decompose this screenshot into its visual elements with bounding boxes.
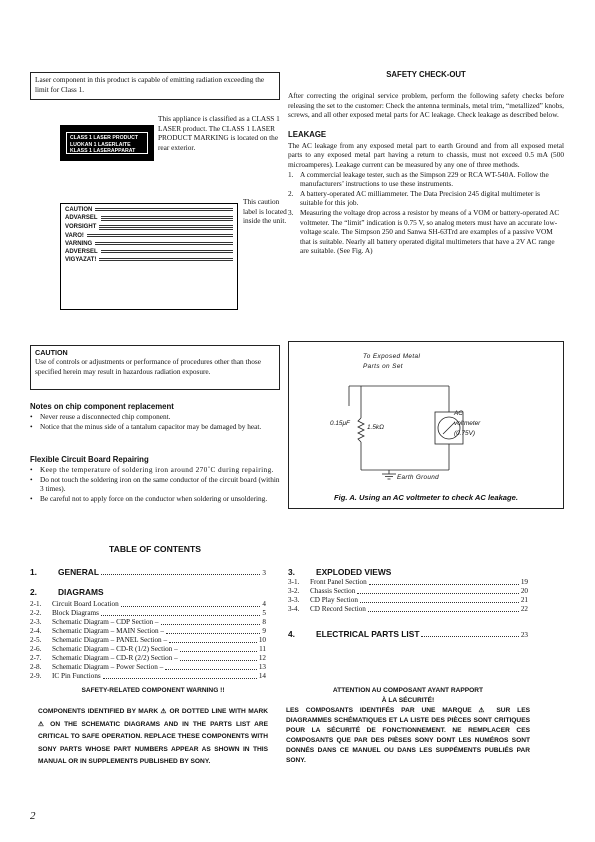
toc-entry[interactable]: 2-1. Circuit Board Location 4 bbox=[30, 600, 266, 608]
toc-section-2-list bbox=[30, 600, 266, 681]
chip-note-text: Notice that the minus side of a tantalum capacitor may be damaged by heat. bbox=[40, 421, 262, 431]
leakage-intro: The AC leakage from any exposed metal part to earth Ground and from all exposed metal parts to any exposed metal part having a return to chassis, must not exceed 0.5 mA (500 microamperes). Leakage current can be measured by any one of three methods. bbox=[288, 140, 564, 169]
safety-checkout-section bbox=[288, 70, 564, 256]
warning-fr-title-2: À LA SÉCURITÉ! bbox=[381, 697, 435, 704]
class1-description bbox=[158, 114, 280, 152]
flex-board-section bbox=[30, 455, 280, 503]
toc-section-4-num: 4. bbox=[288, 629, 295, 639]
toc-entry[interactable]: 3-1. Front Panel Section 19 bbox=[288, 578, 528, 586]
class1-label-line-3: KLASS 1 LASERAPPARAT bbox=[70, 148, 136, 154]
caution-label-word-4: VARO! bbox=[65, 233, 84, 239]
warning-fr bbox=[286, 686, 530, 766]
caution-label-description bbox=[243, 197, 287, 226]
leakage-title: LEAKAGE bbox=[288, 129, 327, 139]
caution-label-row-6 bbox=[65, 249, 233, 255]
page-number: 2 bbox=[30, 810, 36, 822]
fig-top-label-1: To Exposed Metal bbox=[363, 353, 421, 360]
leakage-methods-list bbox=[288, 170, 564, 256]
chip-note-item: • Never reuse a disconnected chip component. bbox=[30, 412, 171, 421]
caution-label-word-5: VARNING bbox=[65, 241, 93, 247]
caution-label-row-7 bbox=[65, 257, 233, 263]
chip-note-item: • Notice that the minus side of a tantalum capacitor may be damaged by heat. bbox=[30, 421, 262, 431]
caution-label-description-text: This caution label is located inside the unit. bbox=[243, 197, 287, 226]
toc-section-4-page: 23 bbox=[520, 631, 528, 639]
toc-section-1-page: 3 bbox=[262, 569, 266, 577]
toc-section-4-title: ELECTRICAL PARTS LIST bbox=[316, 629, 420, 639]
leakage-method-item bbox=[288, 208, 564, 256]
chip-notes-list bbox=[30, 412, 280, 431]
toc-section-4[interactable] bbox=[288, 629, 528, 639]
figure-a bbox=[288, 341, 564, 509]
flex-board-text: Keep the temperature of soldering iron around 270˚C during repairing. bbox=[40, 465, 274, 474]
fig-meter-label-2: voltmeter bbox=[454, 420, 481, 427]
caution-label-word-1: CAUTION bbox=[65, 207, 93, 213]
flex-board-text: Be careful not to apply force on the conductor when soldering or unsoldering. bbox=[40, 493, 268, 503]
flex-board-item: • Do not touch the soldering iron on the same conductor of the circuit board (within 3 times). bbox=[30, 474, 280, 494]
item-number: 2. bbox=[288, 188, 294, 198]
caution-label-word-3: VORSIGHT bbox=[65, 224, 97, 230]
caution-box-text: Use of controls or adjustments or performance of procedures other than those specified herein may result in hazardous radiation exposure. bbox=[35, 357, 261, 376]
item-text: A battery-operated AC milliammeter. The Data Precision 245 digital multimeter is suitable for this job. bbox=[300, 188, 540, 208]
fig-caption: Fig. A. Using an AC voltmeter to check AC leakage. bbox=[334, 493, 518, 502]
leakage-method-item bbox=[288, 189, 564, 208]
caution-label-row-1 bbox=[65, 207, 233, 213]
toc-section-2 bbox=[30, 587, 266, 597]
class1-label-line-1: CLASS 1 LASER PRODUCT bbox=[70, 135, 139, 141]
toc-section-3-num: 3. bbox=[288, 567, 295, 577]
toc-entry[interactable]: 3-4. CD Record Section 22 bbox=[288, 605, 528, 613]
toc-section-1-num: 1. bbox=[30, 567, 37, 577]
chip-note-text: Never reuse a disconnected chip component. bbox=[40, 412, 171, 421]
warning-en-text: COMPONENTS IDENTIFIED BY MARK ⚠ OR DOTTED LINE WITH MARK ⚠ ON THE SCHEMATIC DIAGRAMS AND IN THE PARTS LIST ARE CRITICAL TO SAFE OPERATION. REPLACE THESE COMPONENTS WITH SONY PARTS WHOSE PART NUMBERS APPEAR AS SHOWN IN THIS MANUAL OR IN SUPPLEMENTS PUBLISHED BY SONY. bbox=[38, 708, 268, 765]
caution-label-word-2: ADVARSEL bbox=[65, 215, 98, 221]
warning-fr-text: LES COMPOSANTS IDENTIFÉS PAR UNE MARQUE ⚠ SUR LES DIAGRAMMES SCHÉMATIQUES ET LA LISTE DES PIÈCES SONT CRITIQUES POUR LA SÉCURITÉ DE FONCTIONNEMENT. NE REMPLACER CES COMPOSANTS QUE PAR DES PIÈSES SONY DONT LES NUMÉROS SONT DONNÉS DANS CE MANUEL OU DANS LES SUPPÉMENTS PUBLIÉS PAR SONY. bbox=[286, 707, 530, 764]
toc-title: TABLE OF CONTENTS bbox=[109, 544, 201, 554]
toc-entry[interactable]: 2-9. IC Pin Functions 14 bbox=[30, 672, 266, 680]
safety-checkout-intro: After correcting the original service problem, perform the following safety checks before releasing the set to the customer: Check the antenna terminals, metal trim, “metallized” knobs, screws, and all other exposed metal parts for AC leakage. Check leakage as described below. bbox=[288, 91, 564, 120]
caution-label-word-6: ADVERSEL bbox=[65, 249, 98, 255]
fig-meter-label-1: AC bbox=[454, 410, 463, 417]
chip-notes-section bbox=[30, 402, 280, 431]
toc-entry[interactable]: 2-6. Schematic Diagram – CD-R (1/2) Section – 11 bbox=[30, 645, 266, 653]
toc-section-2-title: DIAGRAMS bbox=[58, 587, 104, 597]
toc-section-3 bbox=[288, 567, 528, 577]
flex-board-text: Do not touch the soldering iron on the same conductor of the circuit board (within 3 times). bbox=[40, 474, 280, 494]
fig-cap-label: 0.15μF bbox=[330, 420, 350, 427]
warning-en-title: SAFETY-RELATED COMPONENT WARNING !! bbox=[81, 687, 225, 694]
flex-board-item: • Keep the temperature of soldering iron around 270˚C during repairing. bbox=[30, 465, 274, 474]
caution-label-row-5 bbox=[65, 241, 233, 247]
chip-notes-title: Notes on chip component replacement bbox=[30, 402, 174, 411]
item-text: Measuring the voltage drop across a resistor by means of a VOM or battery-operated AC voltmeter. The “limit” indication is 0.75 V, so analog meters must have an accurate low-voltage scale. The Simpson 250 and Sanwa SH-63Trd are examples of a passive VOM that is suitable. Nearly all battery operated digital multimeters that have a 2V AC range are suitable. (See Fig. A) bbox=[300, 207, 560, 256]
toc-section-1-title: GENERAL bbox=[58, 567, 99, 577]
toc-section-3-title: EXPLODED VIEWS bbox=[316, 567, 392, 577]
leakage-circuit-diagram bbox=[289, 342, 563, 482]
caution-label-row-2 bbox=[65, 215, 233, 222]
caution-label-row-3 bbox=[65, 224, 233, 231]
warning-en bbox=[38, 686, 268, 769]
class1-label-line-2: LUOKAN 1 LASERLAITE bbox=[70, 141, 131, 148]
flex-board-list bbox=[30, 465, 280, 503]
warning-fr-title: ATTENTION AU COMPOSANT AYANT RAPPORT bbox=[332, 687, 484, 694]
item-number: 1. bbox=[288, 169, 294, 179]
flex-board-title: Flexible Circuit Board Repairing bbox=[30, 455, 149, 464]
caution-box bbox=[30, 345, 280, 390]
toc-entry[interactable]: 2-5. Schematic Diagram – PANEL Section – 10 bbox=[30, 636, 266, 644]
laser-warning-text: Laser component in this product is capable of emitting radiation exceeding the limit for Class 1. bbox=[35, 75, 265, 94]
toc-entry[interactable]: 2-7. Schematic Diagram – CD-R (2/2) Section – 12 bbox=[30, 654, 266, 662]
toc-section-2-num: 2. bbox=[30, 587, 37, 597]
toc-entry[interactable]: 3-2. Chassis Section 20 bbox=[288, 587, 528, 595]
toc-entry[interactable]: 2-3. Schematic Diagram – CDP Section – 8 bbox=[30, 618, 266, 626]
laser-warning-box bbox=[30, 72, 280, 100]
caution-label-image bbox=[60, 203, 238, 310]
toc-entry[interactable]: 2-8. Schematic Diagram – Power Section – 13 bbox=[30, 663, 266, 671]
toc-entry[interactable]: 3-3. CD Play Section 21 bbox=[288, 596, 528, 604]
class1-laser-label bbox=[60, 125, 154, 161]
item-text: A commercial leakage tester, such as the Simpson 229 or RCA WT-540A. Follow the manufacturers’ instructions to use these instruments. bbox=[300, 169, 549, 189]
fig-ground-label: Earth Ground bbox=[397, 474, 439, 481]
item-number: 3. bbox=[288, 207, 294, 217]
fig-res-label: 1.5kΩ bbox=[367, 424, 384, 431]
toc-entry[interactable]: 2-2. Block Diagrams 5 bbox=[30, 609, 266, 617]
flex-board-item: • Be careful not to apply force on the conductor when soldering or unsoldering. bbox=[30, 493, 268, 503]
toc-entry[interactable]: 2-4. Schematic Diagram – MAIN Section – 9 bbox=[30, 627, 266, 635]
toc-section-1 bbox=[30, 567, 266, 577]
toc-section-3-list bbox=[288, 578, 528, 614]
caution-label-word-7: VIGYAZAT! bbox=[65, 257, 97, 263]
safety-checkout-title: SAFETY CHECK-OUT bbox=[386, 70, 466, 79]
caution-box-title: CAUTION bbox=[35, 348, 68, 357]
leakage-method-item bbox=[288, 170, 564, 189]
fig-meter-label-3: (0.75V) bbox=[454, 430, 475, 437]
caution-label-row-4 bbox=[65, 233, 233, 239]
fig-top-label-2: Parts on Set bbox=[363, 363, 403, 370]
class1-description-text: This appliance is classified as a CLASS 1 LASER product. The CLASS 1 LASER PRODUCT MARKING is located on the rear exterior. bbox=[158, 114, 280, 152]
